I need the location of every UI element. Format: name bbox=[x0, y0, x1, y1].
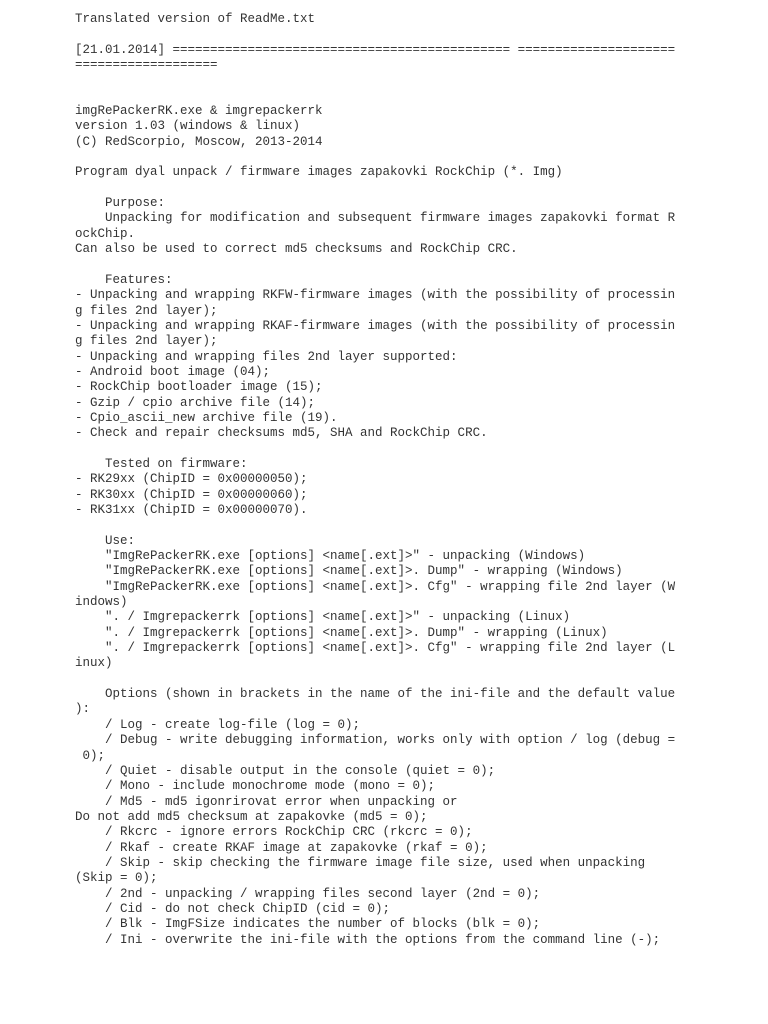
text-line: indows) bbox=[75, 595, 128, 610]
text-line: / Debug - write debugging information, works only with option / log (debug = bbox=[75, 733, 676, 748]
text-line: / Skip - skip checking the firmware image file size, used when unpacking bbox=[75, 855, 646, 870]
text-line: Purpose: bbox=[75, 196, 166, 211]
text-line: Options (shown in brackets in the name of the ini-file and the default value bbox=[75, 687, 676, 702]
text-line: ockChip. bbox=[75, 226, 136, 241]
text-line: (Skip = 0); bbox=[75, 871, 158, 886]
text-line bbox=[75, 442, 675, 457]
text-line: - Unpacking and wrapping RKAF-firmware images (with the possibility of processin bbox=[75, 318, 676, 333]
text-line bbox=[75, 150, 675, 165]
text-line: / Log - create log-file (log = 0); bbox=[75, 717, 361, 732]
text-line bbox=[75, 518, 675, 533]
text-line: "ImgRePackerRK.exe [options] <name[.ext]>" - unpacking (Windows) bbox=[75, 549, 586, 564]
text-line: / Cid - do not check ChipID (cid = 0); bbox=[75, 901, 391, 916]
readme-text-body bbox=[75, 12, 675, 948]
text-line: ): bbox=[75, 702, 91, 717]
text-line: / Rkcrc - ignore errors RockChip CRC (rkcrc = 0); bbox=[75, 825, 473, 840]
text-line: - RK30xx (ChipID = 0x00000060); bbox=[75, 487, 308, 502]
text-line: - RK31xx (ChipID = 0x00000070). bbox=[75, 503, 308, 517]
text-line: Do not add md5 checksum at zapakovke (md5 = 0); bbox=[75, 809, 428, 824]
text-line: - Gzip / cpio archive file (14); bbox=[75, 395, 316, 410]
text-line bbox=[75, 181, 675, 196]
text-line: - RockChip bootloader image (15); bbox=[75, 380, 323, 395]
text-line: / Md5 - md5 igonrirovat error when unpacking or bbox=[75, 794, 458, 809]
text-line: inux) bbox=[75, 656, 113, 671]
text-line: - Check and repair checksums md5, SHA and RockChip CRC. bbox=[75, 426, 488, 441]
text-line: "ImgRePackerRK.exe [options] <name[.ext]>. Dump" - wrapping (Windows) bbox=[75, 564, 623, 579]
text-line: Program dyal unpack / firmware images zapakovki RockChip (*. Img) bbox=[75, 165, 563, 180]
text-line: Tested on firmware: bbox=[75, 456, 248, 471]
text-line: Unpacking for modification and subsequent firmware images zapakovki format R bbox=[75, 211, 676, 226]
text-line: 0); bbox=[75, 748, 106, 763]
text-line: - Android boot image (04); bbox=[75, 364, 271, 379]
text-line: - Unpacking and wrapping RKFW-firmware images (with the possibility of processin bbox=[75, 288, 676, 303]
text-line: ". / Imgrepackerrk [options] <name[.ext]>. Cfg" - wrapping file 2nd layer (L bbox=[75, 641, 676, 656]
text-line: / Ini - overwrite the ini-file with the options from the command line (-); bbox=[75, 932, 661, 947]
text-line: - Cpio_ascii_new archive file (19). bbox=[75, 410, 338, 425]
text-line: Features: bbox=[75, 272, 173, 287]
text-line: / Rkaf - create RKAF image at zapakovke (rkaf = 0); bbox=[75, 840, 488, 855]
text-line: g files 2nd layer); bbox=[75, 303, 218, 318]
text-line bbox=[75, 73, 675, 88]
text-line: "ImgRePackerRK.exe [options] <name[.ext]>. Cfg" - wrapping file 2nd layer (W bbox=[75, 579, 676, 594]
text-line bbox=[75, 672, 675, 687]
text-line: [21.01.2014] ============================================= ===================== bbox=[75, 42, 676, 57]
text-line: / Mono - include monochrome mode (mono = 0); bbox=[75, 779, 436, 794]
text-line: imgRePackerRK.exe & imgrepackerrk bbox=[75, 104, 323, 119]
text-line bbox=[75, 27, 675, 42]
text-line: g files 2nd layer); bbox=[75, 334, 218, 349]
text-line: / Quiet - disable output in the console (quiet = 0); bbox=[75, 763, 496, 778]
text-line: ". / Imgrepackerrk [options] <name[.ext]>. Dump" - wrapping (Linux) bbox=[75, 625, 608, 640]
text-line: - RK29xx (ChipID = 0x00000050); bbox=[75, 472, 308, 487]
text-line: Use: bbox=[75, 533, 136, 548]
text-line bbox=[75, 89, 675, 104]
text-line: / 2nd - unpacking / wrapping files second layer (2nd = 0); bbox=[75, 886, 541, 901]
text-line: =================== bbox=[75, 58, 218, 73]
text-line: Translated version of ReadMe.txt bbox=[75, 12, 316, 26]
text-line: / Blk - ImgFSize indicates the number of blocks (blk = 0); bbox=[75, 917, 541, 932]
text-line bbox=[75, 258, 675, 273]
text-line: (C) RedScorpio, Moscow, 2013-2014 bbox=[75, 134, 323, 149]
text-line: ". / Imgrepackerrk [options] <name[.ext]>" - unpacking (Linux) bbox=[75, 610, 571, 625]
text-line: Can also be used to correct md5 checksums and RockChip CRC. bbox=[75, 242, 518, 257]
text-line: - Unpacking and wrapping files 2nd layer supported: bbox=[75, 349, 458, 364]
text-line: version 1.03 (windows & linux) bbox=[75, 119, 301, 134]
